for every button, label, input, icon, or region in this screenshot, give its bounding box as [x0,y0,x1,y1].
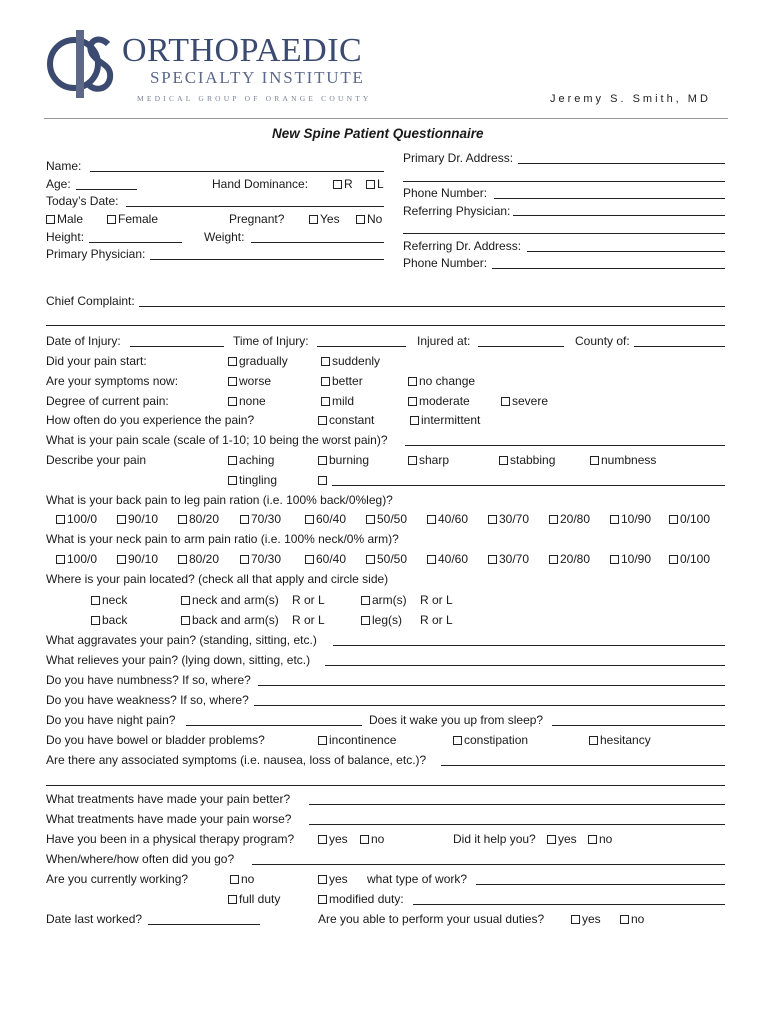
phone-number-label: Phone Number: [403,186,488,200]
checkbox-icon[interactable] [230,875,239,884]
option-label: aching [239,453,275,467]
checkbox-icon[interactable] [318,895,327,904]
option-label: Yes [320,212,340,226]
female-option[interactable] [107,212,158,226]
weakness-q-field[interactable] [254,705,725,706]
pt-label: Have you been in a physical therapy program? [46,832,295,846]
checkbox-icon[interactable] [318,736,327,745]
ratio-option[interactable] [610,512,651,526]
constipation-option[interactable] [453,733,528,747]
checkbox-icon[interactable] [321,377,330,386]
loc-back-arms-side[interactable]: R or L [292,613,325,627]
chief-complaint-field[interactable] [139,306,725,307]
night-pain-field[interactable] [186,725,362,726]
county-of-label: County of: [575,334,630,348]
page-title: New Spine Patient Questionnaire [272,126,484,141]
age-field[interactable] [76,189,137,190]
primary-dr-address-field[interactable] [518,163,725,164]
checkbox-icon[interactable] [117,555,126,564]
option-label: back [102,613,128,627]
checkbox-icon[interactable] [366,180,375,189]
checkbox-icon[interactable] [228,397,237,406]
logo-tagline: MEDICAL GROUP OF ORANGE COUNTY [137,94,372,103]
option-label: neck [102,593,128,607]
option-label: neck and arm(s) [192,593,279,607]
associated-field-2[interactable] [46,785,725,786]
checkbox-icon[interactable] [228,357,237,366]
doctor-name: Jeremy S. Smith, MD [550,93,711,105]
option-label: 30/70 [499,512,530,526]
bowel-label: Do you have bowel or bladder problems? [46,733,265,747]
checkbox-icon[interactable] [361,616,370,625]
option-label: No [367,212,383,226]
phone-number-2-label: Phone Number: [403,256,488,270]
loc-neck-option[interactable] [91,593,127,607]
associated-label: Are there any associated symptoms (i.e. nausea, loss of balance, etc.)? [46,753,427,767]
option-label: arm(s) [372,593,407,607]
checkbox-icon[interactable] [410,416,419,425]
usual-duties-label: Are you able to perform your usual duties? [318,912,545,926]
pregnant-label: Pregnant? [229,212,285,226]
checkbox-icon[interactable] [488,555,497,564]
work-type-field[interactable] [476,884,725,885]
other-option[interactable] [318,473,329,487]
better-option[interactable] [321,374,363,388]
option-label: R [344,177,353,191]
night-pain-label: Do you have night pain? [46,713,176,727]
option-label: 40/60 [438,552,469,566]
option-label: 80/20 [189,552,220,566]
option-label: tingling [239,473,278,487]
checkbox-icon[interactable] [91,596,100,605]
checkbox-icon[interactable] [571,915,580,924]
pain-scale-label: What is your pain scale (scale of 1-10; 10 being the worst pain)? [46,433,388,447]
usual-yes-option[interactable] [571,912,601,926]
option-label: 50/50 [377,552,408,566]
checkbox-icon[interactable] [318,476,327,485]
aggravates-field[interactable] [333,645,725,646]
checkbox-icon[interactable] [305,515,314,524]
option-label: burning [329,453,370,467]
option-label: Female [118,212,159,226]
option-label: no [371,832,385,846]
ratio-option[interactable] [427,512,468,526]
referring-physician-field-2[interactable] [403,233,725,234]
option-label: back and arm(s) [192,613,279,627]
primary-dr-address-label: Primary Dr. Address: [403,151,514,165]
option-label: severe [512,394,549,408]
work-type-label: what type of work? [367,872,468,886]
weight-field[interactable] [251,242,384,243]
checkbox-icon[interactable] [427,555,436,564]
checkbox-icon[interactable] [318,416,327,425]
when-field[interactable] [252,864,725,865]
checkbox-icon[interactable] [620,915,629,924]
option-label: 70/30 [251,552,282,566]
time-of-injury-label: Time of Injury: [233,334,309,348]
ratio-option[interactable] [488,512,529,526]
checkbox-icon[interactable] [361,596,370,605]
checkbox-icon[interactable] [501,397,510,406]
treat-worse-label: What treatments have made your pain worse? [46,812,292,826]
loc-legs-option[interactable] [361,613,402,627]
checkbox-icon[interactable] [318,456,327,465]
checkbox-icon[interactable] [360,835,369,844]
pt-yes-option[interactable] [318,832,348,846]
checkbox-icon[interactable] [408,397,417,406]
referring-dr-address-field[interactable] [527,251,725,252]
checkbox-icon[interactable] [427,515,436,524]
option-label: incontinence [329,733,397,747]
option-label: 20/80 [560,512,591,526]
option-label: 0/100 [680,512,711,526]
checkbox-icon[interactable] [228,377,237,386]
ratio-option[interactable] [56,512,97,526]
ratio-option[interactable] [366,552,407,566]
option-label: Male [57,212,84,226]
primary-physician-label: Primary Physician: [46,247,146,261]
numbness-q-label: Do you have numbness? If so, where? [46,673,251,687]
checkbox-icon[interactable] [610,515,619,524]
weight-label: Weight: [204,230,245,244]
logo-emblem-icon [46,28,120,100]
referring-physician-field[interactable] [513,215,725,216]
checkbox-icon[interactable] [499,456,508,465]
numbness-q-field[interactable] [258,685,725,686]
relieves-field[interactable] [325,665,725,666]
checkbox-icon[interactable] [318,875,327,884]
checkbox-icon[interactable] [181,616,190,625]
location-label: Where is your pain located? (check all that apply and circle side) [46,572,389,586]
option-label: moderate [419,394,470,408]
suddenly-option[interactable] [321,354,380,368]
todays-date-label: Today’s Date: [46,194,119,208]
checkbox-icon[interactable] [408,456,417,465]
checkbox-icon[interactable] [228,476,237,485]
sharp-option[interactable] [408,453,449,467]
loc-legs-side[interactable]: R or L [420,613,453,627]
last-worked-label: Date last worked? [46,912,143,926]
ratio-option[interactable] [178,512,219,526]
checkbox-icon[interactable] [549,515,558,524]
treat-worse-field[interactable] [309,824,725,825]
ratio-option[interactable] [669,552,710,566]
name-field[interactable] [90,171,384,172]
burning-option[interactable] [318,453,369,467]
checkbox-icon[interactable] [46,215,55,224]
hand-dominance-label: Hand Dominance: [212,177,309,191]
checkbox-icon[interactable] [547,835,556,844]
option-label: constipation [464,733,529,747]
full-duty-option[interactable] [228,892,280,906]
time-of-injury-field[interactable] [317,346,406,347]
checkbox-icon[interactable] [178,515,187,524]
checkbox-icon[interactable] [321,357,330,366]
checkbox-icon[interactable] [240,555,249,564]
loc-arms-option[interactable] [361,593,407,607]
option-label: 100/0 [67,552,98,566]
ratio-option[interactable] [240,512,281,526]
stabbing-option[interactable] [499,453,555,467]
ratio-option[interactable] [305,512,346,526]
option-label: suddenly [332,354,381,368]
date-of-injury-label: Date of Injury: [46,334,121,348]
pt-help-label: Did it help you? [453,832,536,846]
often-label: How often do you experience the pain? [46,413,255,427]
checkbox-icon[interactable] [181,596,190,605]
tingling-option[interactable] [228,473,277,487]
modified-duty-field[interactable] [413,904,725,905]
ratio-option[interactable] [117,512,158,526]
ratio-option[interactable] [56,552,97,566]
option-label: leg(s) [372,613,403,627]
option-label: modified duty: [329,892,404,906]
option-label: constant [329,413,375,427]
working-label: Are you currently working? [46,872,189,886]
checkbox-icon[interactable] [590,456,599,465]
option-label: better [332,374,363,388]
checkbox-icon[interactable] [610,555,619,564]
checkbox-icon[interactable] [488,515,497,524]
ratio-option[interactable] [669,512,710,526]
option-label: yes [582,912,601,926]
checkbox-icon[interactable] [321,397,330,406]
referring-physician-label: Referring Physician: [403,204,511,218]
option-label: 60/40 [316,512,347,526]
option-label: hesitancy [600,733,651,747]
checkbox-icon[interactable] [178,555,187,564]
checkbox-icon[interactable] [56,515,65,524]
checkbox-icon[interactable] [408,377,417,386]
numbness-option[interactable] [590,453,656,467]
todays-date-field[interactable] [126,206,384,207]
option-label: 90/10 [128,552,159,566]
ratio-option[interactable] [427,552,468,566]
weakness-q-label: Do you have weakness? If so, where? [46,693,249,707]
checkbox-icon[interactable] [366,555,375,564]
header-rule [44,118,728,119]
treat-better-label: What treatments have made your pain better? [46,792,291,806]
referring-dr-address-label: Referring Dr. Address: [403,239,522,253]
usual-no-option[interactable] [620,912,644,926]
checkbox-icon[interactable] [305,555,314,564]
checkbox-icon[interactable] [366,515,375,524]
option-label: L [377,177,384,191]
checkbox-icon[interactable] [228,895,237,904]
option-label: none [239,394,266,408]
male-option[interactable] [46,212,83,226]
back-ratio-label: What is your back pain to leg pain ration (i.e. 100% back/0%leg)? [46,493,393,507]
option-label: 30/70 [499,552,530,566]
county-of-field[interactable] [634,346,725,347]
hand-r-option[interactable] [333,177,353,191]
height-label: Height: [46,230,85,244]
option-label: no [599,832,613,846]
option-label: yes [558,832,577,846]
pt-help-no-option[interactable] [588,832,612,846]
checkbox-icon[interactable] [107,215,116,224]
checkbox-icon[interactable] [453,736,462,745]
loc-neck-arms-side[interactable]: R or L [292,593,325,607]
checkbox-icon[interactable] [318,835,327,844]
injured-at-field[interactable] [478,346,564,347]
option-label: 20/80 [560,552,591,566]
checkbox-icon[interactable] [333,180,342,189]
option-label: 50/50 [377,512,408,526]
incontinence-option[interactable] [318,733,396,747]
checkbox-icon[interactable] [56,555,65,564]
loc-arms-side[interactable]: R or L [420,593,453,607]
logo-name: ORTHOPAEDIC [122,32,363,69]
loc-back-option[interactable] [91,613,127,627]
checkbox-icon[interactable] [356,215,365,224]
gradually-option[interactable] [228,354,288,368]
option-label: no [631,912,645,926]
other-describe-field[interactable] [332,485,725,486]
loc-neck-arms-option[interactable] [181,593,279,607]
chief-complaint-label: Chief Complaint: [46,294,135,308]
pt-help-yes-option[interactable] [547,832,577,846]
option-label: mild [332,394,355,408]
hand-l-option[interactable] [366,177,384,191]
relieves-label: What relieves your pain? (lying down, sitting, etc.) [46,653,311,667]
option-label: 10/90 [621,552,652,566]
height-field[interactable] [89,242,182,243]
logo-subtitle: SPECIALTY INSTITUTE [150,68,365,87]
option-label: no change [419,374,476,388]
wake-label: Does it wake you up from sleep? [369,713,544,727]
checkbox-icon[interactable] [91,616,100,625]
option-label: yes [329,832,348,846]
option-label: 60/40 [316,552,347,566]
pt-no-option[interactable] [360,832,384,846]
ratio-option[interactable] [549,552,590,566]
none-option[interactable] [228,394,266,408]
treat-better-field[interactable] [309,804,725,805]
intermittent-option[interactable] [410,413,480,427]
pregnant-yes-option[interactable] [309,212,340,226]
wake-field[interactable] [552,725,725,726]
checkbox-icon[interactable] [240,515,249,524]
option-label: gradually [239,354,288,368]
option-label: yes [329,872,348,886]
primary-physician-field[interactable] [150,259,384,260]
option-label: numbness [601,453,657,467]
worse-option[interactable] [228,374,271,388]
ratio-option[interactable] [488,552,529,566]
ratio-option[interactable] [240,552,281,566]
option-label: no [241,872,255,886]
option-label: full duty [239,892,281,906]
option-label: 10/90 [621,512,652,526]
severe-option[interactable] [501,394,548,408]
describe-label: Describe your pain [46,453,147,467]
checkbox-icon[interactable] [549,555,558,564]
checkbox-icon[interactable] [669,555,678,564]
moderate-option[interactable] [408,394,470,408]
working-no-option[interactable] [230,872,254,886]
degree-label: Degree of current pain: [46,394,169,408]
when-label: When/where/how often did you go? [46,852,235,866]
name-label: Name: [46,159,82,173]
checkbox-icon[interactable] [309,215,318,224]
option-label: 0/100 [680,552,711,566]
checkbox-icon[interactable] [589,736,598,745]
phone-number-2-field[interactable] [492,268,725,269]
symptoms-now-label: Are your symptoms now: [46,374,179,388]
primary-dr-address-field-2[interactable] [403,181,725,182]
aggravates-label: What aggravates your pain? (standing, sitting, etc.) [46,633,317,647]
hesitancy-option[interactable] [589,733,651,747]
checkbox-icon[interactable] [117,515,126,524]
neck-ratio-label: What is your neck pain to arm pain ratio (i.e. 100% neck/0% arm)? [46,532,399,546]
ratio-option[interactable] [610,552,651,566]
no-change-option[interactable] [408,374,475,388]
associated-field[interactable] [441,765,725,766]
constant-option[interactable] [318,413,374,427]
checkbox-icon[interactable] [228,456,237,465]
chief-complaint-field-2[interactable] [46,325,725,326]
option-label: stabbing [510,453,556,467]
date-of-injury-field[interactable] [130,346,224,347]
checkbox-icon[interactable] [669,515,678,524]
checkbox-icon[interactable] [588,835,597,844]
pregnant-no-option[interactable] [356,212,382,226]
modified-duty-option[interactable] [318,892,404,906]
option-label: 80/20 [189,512,220,526]
loc-back-arms-option[interactable] [181,613,279,627]
option-label: 70/30 [251,512,282,526]
ratio-option[interactable] [178,552,219,566]
option-label: 40/60 [438,512,469,526]
ratio-option[interactable] [549,512,590,526]
pain-start-label: Did your pain start: [46,354,147,368]
ratio-option[interactable] [366,512,407,526]
option-label: intermittent [421,413,481,427]
option-label: sharp [419,453,450,467]
mild-option[interactable] [321,394,354,408]
working-yes-option[interactable] [318,872,348,886]
ratio-option[interactable] [117,552,158,566]
option-label: 90/10 [128,512,159,526]
option-label: worse [239,374,272,388]
injured-at-label: Injured at: [417,334,471,348]
last-worked-field[interactable] [148,924,260,925]
age-label: Age: [46,177,71,191]
option-label: 100/0 [67,512,98,526]
pain-scale-field[interactable] [405,445,725,446]
ratio-option[interactable] [305,552,346,566]
phone-number-field[interactable] [494,198,725,199]
aching-option[interactable] [228,453,274,467]
